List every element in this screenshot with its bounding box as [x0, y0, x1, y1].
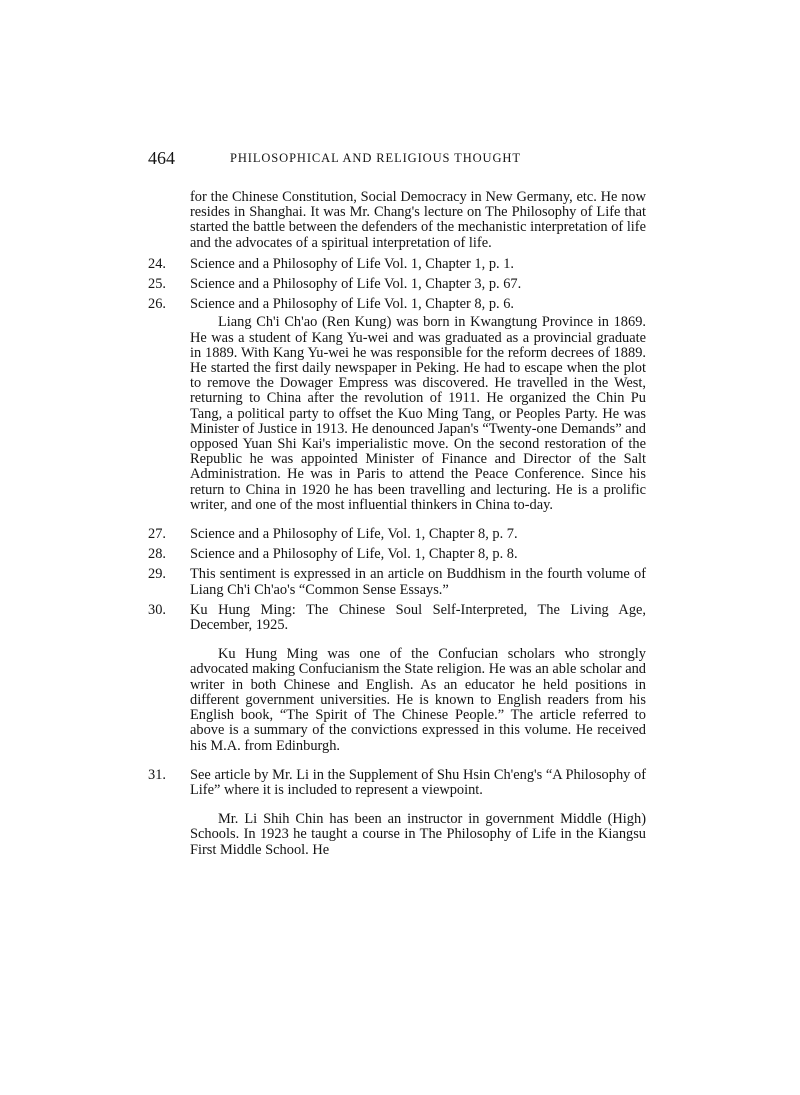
note-text: Science and a Philosophy of Life Vol. 1, Chapter 1, p. 1.: [190, 255, 515, 272]
note-number: 29.: [148, 566, 166, 583]
ku-biography-paragraph: Ku Hung Ming was one of the Confucian scholars who strongly advocated making Confucianism the State religion. He was an able scholar and writer in both Chinese and English. As an educator he held positions in different government universities. He is known to English readers from his English book, “The Spirit of The Chinese People.” The article referred to above is a summary of the convictions expressed in this volume. He received his M.A. from Edinburgh.: [190, 646, 646, 754]
running-head: [148, 148, 646, 176]
note-text: Science and a Philosophy of Life, Vol. 1, Chapter 8, p. 8.: [190, 546, 518, 563]
li-biography-paragraph: Mr. Li Shih Chin has been an instructor in government Middle (High) Schools. In 1923 he taught a course in The Philosophy of Life in the Kiangsu First Middle School. He: [190, 811, 646, 858]
note-number: 25.: [148, 276, 166, 293]
note-number: 26.: [148, 296, 166, 313]
note-25: [148, 277, 646, 292]
note-text: This sentiment is expressed in an article on Buddhism in the fourth volume of Liang Ch'i Ch'ao's “Common Sense Essays.”: [190, 566, 646, 598]
note-31: [148, 768, 646, 798]
note-number: 30.: [148, 601, 166, 618]
note-26: [148, 297, 646, 312]
note-28: [148, 547, 646, 562]
running-title: PHILOSOPHICAL AND RELIGIOUS THOUGHT: [230, 151, 521, 165]
note-number: 24.: [148, 255, 166, 272]
page-number: 464: [148, 148, 175, 168]
note-text: See article by Mr. Li in the Supplement of Shu Hsin Ch'eng's “A Philosophy of Life” where it is included to represent a viewpoint.: [190, 766, 646, 798]
note-number: 28.: [148, 546, 166, 563]
note-27: [148, 527, 646, 542]
note-number: 31.: [148, 766, 166, 783]
note-30: [148, 603, 646, 633]
note-number: 27.: [148, 526, 166, 543]
note-text: Ku Hung Ming: The Chinese Soul Self-Interpreted, The Living Age, December, 1925.: [190, 601, 646, 634]
note-text: Science and a Philosophy of Life Vol. 1, Chapter 8, p. 6.: [190, 296, 515, 313]
endnotes: [148, 190, 646, 858]
continued-note-text: for the Chinese Constitution, Social Democracy in New Germany, etc. He now resides in Shanghai. It was Mr. Chang's lecture on The Philosophy of Life that started the battle between the defenders of the mechanistic interpretation of life and the advocates of a spiritual interpretation of life.: [190, 189, 646, 251]
note-29: [148, 567, 646, 597]
note-text: Science and a Philosophy of Life, Vol. 1, Chapter 8, p. 7.: [190, 526, 518, 543]
liang-biography-paragraph: Liang Ch'i Ch'ao (Ren Kung) was born in Kwangtung Province in 1869. He was a student of Kang Yu-wei and was graduated as a provincial graduate in 1889. With Kang Yu-wei he was responsible for the reform decrees of 1889. He started the first daily newspaper in Peking. He had to escape when the plot to remove the Dowager Empress was discovered. He travelled in the West, returning to China after the revolution of 1911. He organized the Chin Pu Tang, a political party to offset the Kuo Ming Tang, or Peoples Party. He was Minister of Justice in 1913. He denounced Japan's “Twenty-one Demands” and opposed Yuan Shi Kai's imperialistic move. On the second restoration of the Republic he was appointed Minister of Finance and Director of the Salt Administration. He was in Paris to attend the Peace Conference. Since his return to China in 1920 he has been travelling and lecturing. He is a prolific writer, and one of the most influential thinkers in China to-day.: [190, 314, 646, 513]
note-24: [148, 257, 646, 272]
page: [148, 148, 646, 864]
note-text: Science and a Philosophy of Life Vol. 1, Chapter 3, p. 67.: [190, 276, 522, 293]
